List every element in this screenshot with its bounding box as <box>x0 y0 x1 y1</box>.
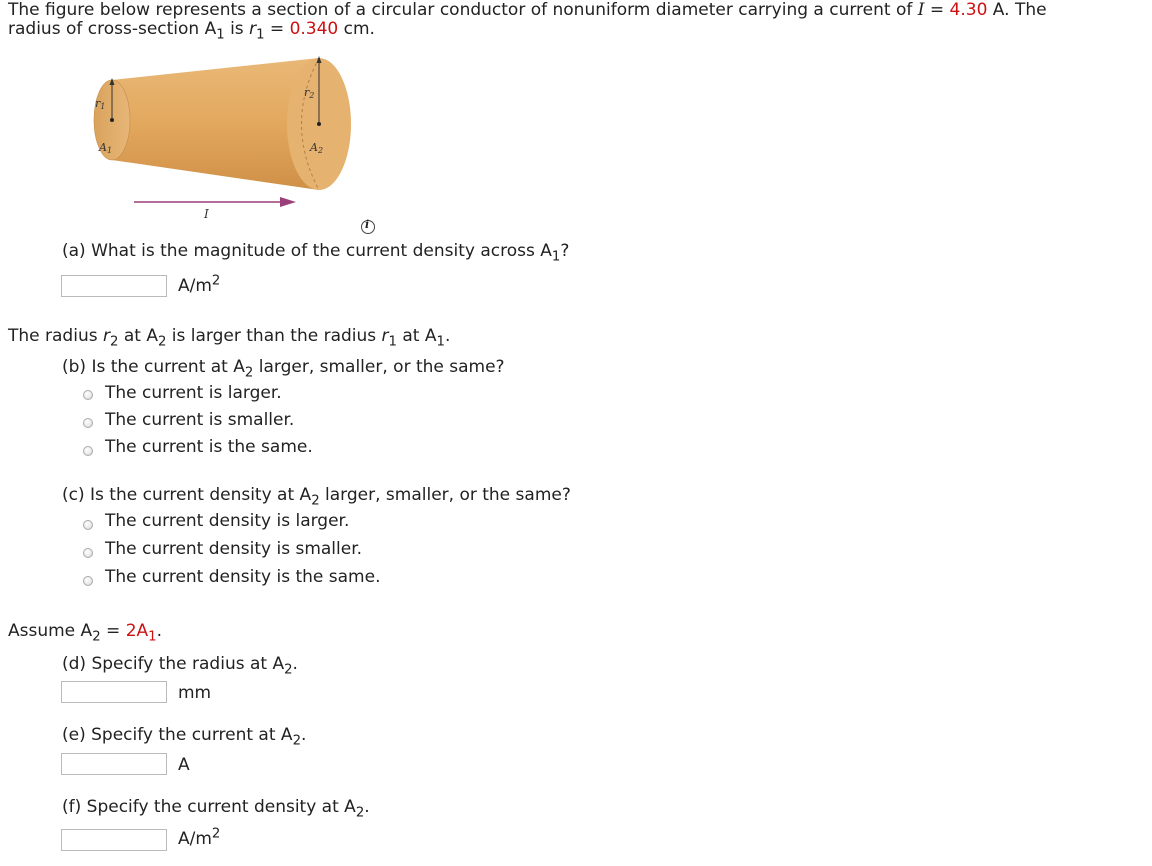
answer-d-input[interactable] <box>61 681 167 703</box>
assumption: Assume $A_2 = 2A_1$. <box>8 621 162 645</box>
option-b-3-radio[interactable] <box>83 446 93 456</box>
radius-statement: The radius $r_2$ at $A_2$ is larger than the radius $r_1$ at $A_1$. <box>8 326 451 350</box>
unit-e: A <box>178 755 190 775</box>
a2-label: A2 <box>310 141 324 155</box>
intro-line-1 <box>8 0 1047 20</box>
a1-label: A1 <box>99 141 113 155</box>
unit-f: $A/m^2$ <box>178 826 221 849</box>
r1-label: r1 <box>95 97 106 111</box>
option-b-2-label[interactable]: The current is smaller. <box>105 410 295 430</box>
intro-text: radius of cross-section <box>8 19 205 39</box>
r1-center-dot <box>110 118 114 122</box>
option-c-3-radio[interactable] <box>83 576 93 586</box>
answer-f-input[interactable] <box>61 829 167 851</box>
radius-value: 0.340 <box>289 19 339 39</box>
equals: = <box>924 0 950 20</box>
question-b: (b) Is the current at $A_2$ larger, smaller, or the same? <box>62 357 505 381</box>
equals: = <box>264 19 290 39</box>
conductor-figure <box>84 50 384 230</box>
question-f: (f) Specify the current density at $A_2$. <box>62 797 370 821</box>
intro-text-end: A. The <box>987 0 1047 20</box>
answer-e-input[interactable] <box>61 753 167 775</box>
radius-symbol: r <box>249 19 257 39</box>
subscript: 1 <box>216 27 225 43</box>
answer-a-input[interactable] <box>61 275 167 297</box>
intro-line-2 <box>8 19 375 43</box>
option-c-1-label[interactable]: The current density is larger. <box>105 511 350 531</box>
area-symbol: A <box>204 19 217 39</box>
option-b-2-radio[interactable] <box>83 418 93 428</box>
option-b-3-label[interactable]: The current is the same. <box>105 437 313 457</box>
unit-d: mm <box>178 683 212 703</box>
intro-text-end: cm. <box>338 19 375 39</box>
unit-a: $A/m^2$ <box>178 273 221 296</box>
question-e: (e) Specify the current at $A_2$. <box>62 725 307 749</box>
current-value: 4.30 <box>949 0 988 20</box>
option-c-2-label[interactable]: The current density is smaller. <box>105 539 363 559</box>
intro-text: The figure below represents a section of a circular conductor of nonuniform diameter carrying a current of <box>8 0 918 20</box>
question-a: (a) What is the magnitude of the current density across $A_1$? <box>62 241 570 265</box>
subscript: 1 <box>256 27 265 43</box>
r2-center-dot <box>317 122 321 126</box>
option-c-3-label[interactable]: The current density is the same. <box>105 567 381 587</box>
r2-label: r2 <box>304 86 315 100</box>
current-arrowhead <box>280 197 296 207</box>
current-label: I <box>204 207 209 221</box>
current-symbol: I <box>917 0 925 20</box>
intro-text: is <box>224 19 250 39</box>
option-b-1-radio[interactable] <box>83 390 93 400</box>
option-c-1-radio[interactable] <box>83 520 93 530</box>
info-icon[interactable]: i <box>361 220 375 234</box>
option-b-1-label[interactable]: The current is larger. <box>105 383 282 403</box>
question-c: (c) Is the current density at $A_2$ larger, smaller, or the same? <box>62 485 571 509</box>
question-d: (d) Specify the radius at $A_2$. <box>62 654 298 678</box>
option-c-2-radio[interactable] <box>83 548 93 558</box>
